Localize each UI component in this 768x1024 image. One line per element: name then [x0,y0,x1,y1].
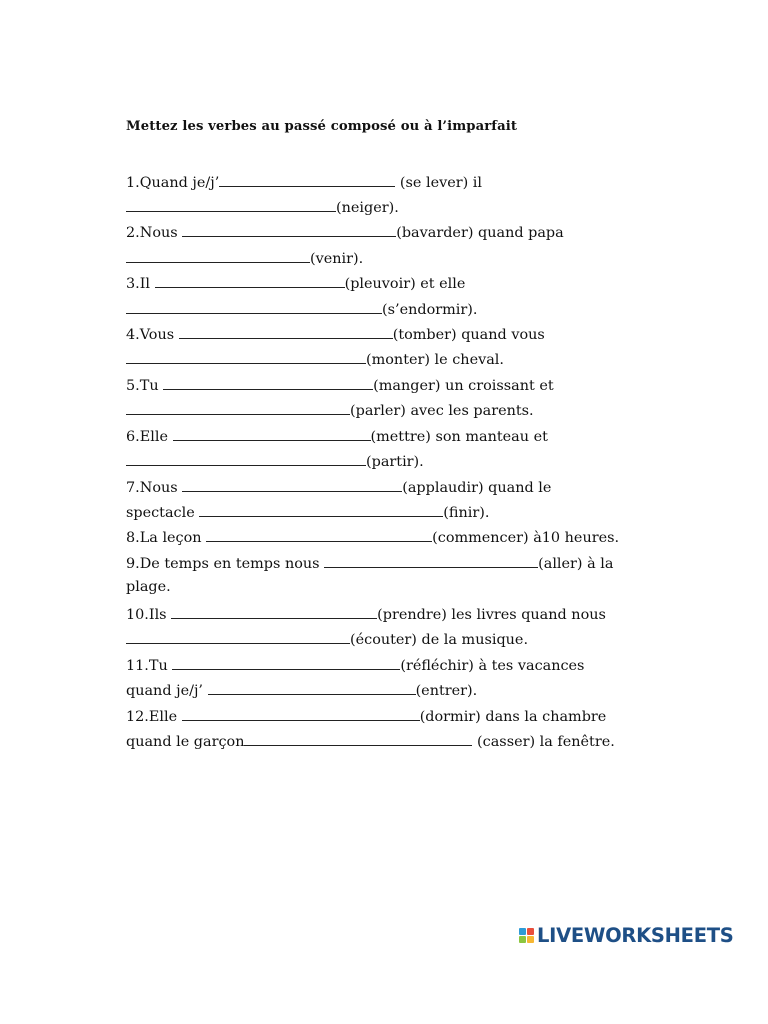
exercise-line [126,678,477,700]
exercise-line [126,627,528,649]
line-text: 4.Vous [126,327,179,343]
line-text: 11.Tu [126,658,173,674]
line-text: 5.Tu [126,378,164,394]
answer-blank[interactable] [219,170,395,187]
line-text: (neiger). [336,200,399,216]
answer-blank[interactable] [126,627,350,644]
answer-blank[interactable] [182,220,396,237]
line-text: (mettre) son manteau et [370,429,548,445]
exercise-line [126,170,482,192]
exercise-line [126,602,606,624]
answer-blank[interactable] [163,373,373,390]
logo-mark-icon [519,928,534,943]
answer-blank[interactable] [126,195,336,212]
line-text: (s’endormir). [382,302,478,318]
answer-blank[interactable] [182,475,402,492]
answer-blank[interactable] [155,271,345,288]
answer-blank[interactable] [324,551,538,568]
exercise-line [126,246,363,268]
line-text: (pleuvoir) et elle [344,276,466,292]
line-text: 2.Nous [126,225,183,241]
line-text: (entrer). [415,683,478,699]
logo-text: LIVEWORKSHEETS [537,923,734,947]
logo-square [519,936,526,943]
exercise-line [126,398,534,420]
answer-blank[interactable] [179,322,393,339]
line-text: (partir). [366,454,424,470]
answer-blank[interactable] [199,500,443,517]
worksheet-title: Mettez les verbes au passé composé ou à l’imparfait [126,119,518,134]
line-text: (monter) le cheval. [366,352,504,368]
line-text: 7.Nous [126,480,183,496]
exercise-line [126,347,504,369]
answer-blank[interactable] [126,398,350,415]
exercise-line [126,424,548,446]
exercise-line [126,322,545,344]
logo-square [519,928,526,935]
line-text: (applaudir) quand le [402,480,552,496]
exercise-line [126,500,489,522]
answer-blank[interactable] [173,424,371,441]
line-text: 9.De temps en temps nous [126,556,325,572]
exercise-line [126,195,399,217]
line-text: (finir). [443,505,490,521]
line-text: 8.La leçon [126,530,207,546]
answer-blank[interactable] [126,297,382,314]
line-text: spectacle [126,505,200,521]
line-text: (manger) un croissant et [373,378,554,394]
answer-blank[interactable] [126,246,310,263]
exercise-line [126,653,584,675]
answer-blank[interactable] [244,729,472,746]
answer-blank[interactable] [206,525,432,542]
line-text: 12.Elle [126,709,182,725]
answer-blank[interactable] [172,653,400,670]
line-text: (dormir) dans la chambre [419,709,607,725]
exercise-line [126,373,554,395]
exercise-line [126,475,551,497]
line-text: quand je/j’ [126,683,208,699]
exercise-line [126,729,615,751]
exercise-line [126,525,619,547]
exercise-line [126,449,424,471]
line-text: 1.Quand je/j’ [126,175,220,191]
line-text: (tomber) quand vous [392,327,545,343]
exercise-line [126,271,465,293]
exercise-line [126,297,477,319]
exercise-line [126,576,171,598]
answer-blank[interactable] [171,602,377,619]
line-text: (écouter) de la musique. [350,632,529,648]
line-text: (bavarder) quand papa [396,225,564,241]
line-text: 3.Il [126,276,155,292]
exercise-line [126,220,564,242]
answer-blank[interactable] [126,449,366,466]
exercise-line [126,551,613,573]
line-text: (aller) à la [538,556,614,572]
line-text: (se lever) il [399,175,483,191]
line-text: 10.Ils [126,607,172,623]
line-text: (commencer) à10 heures. [432,530,620,546]
logo-square [527,928,534,935]
line-text: quand le garçon [126,734,245,750]
line-text: (prendre) les livres quand nous [377,607,606,623]
exercise-line [126,704,606,726]
line-text: (parler) avec les parents. [350,403,534,419]
line-text: (venir). [310,251,364,267]
line-text: (casser) la fenêtre. [472,734,615,750]
liveworksheets-logo [519,922,733,948]
line-text: 6.Elle [126,429,173,445]
answer-blank[interactable] [126,347,366,364]
answer-blank[interactable] [208,678,416,695]
answer-blank[interactable] [182,704,420,721]
line-text: plage. [126,579,171,595]
logo-square [527,936,534,943]
line-text: (réfléchir) à tes vacances [400,658,585,674]
